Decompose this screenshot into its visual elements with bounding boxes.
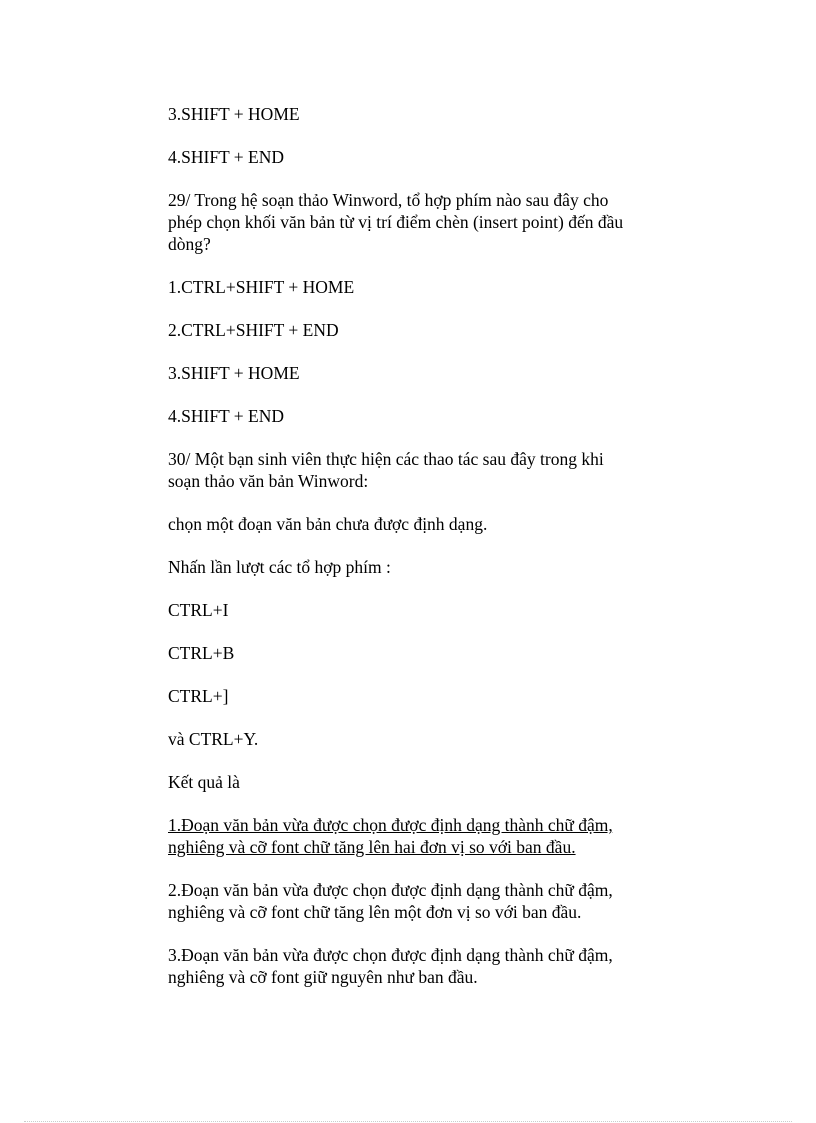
option-line bbox=[168, 405, 668, 427]
option-line bbox=[168, 146, 668, 168]
option-line bbox=[168, 103, 668, 125]
text-line: chọn một đoạn văn bản chưa được định dạng. bbox=[168, 514, 488, 534]
result-heading bbox=[168, 771, 668, 793]
shortcut-line bbox=[168, 642, 668, 664]
text-line: CTRL+] bbox=[168, 686, 229, 706]
instruction-line bbox=[168, 556, 668, 578]
shortcut-line bbox=[168, 599, 668, 621]
text-line: và CTRL+Y. bbox=[168, 729, 259, 749]
text-line: 4.SHIFT + END bbox=[168, 406, 285, 426]
text-line: nghiêng và cỡ font chữ tăng lên hai đơn vị so với ban đầu. bbox=[168, 837, 576, 857]
text-line: 2.Đoạn văn bản vừa được chọn được định dạng thành chữ đậm, bbox=[168, 880, 613, 900]
text-line: 30/ Một bạn sinh viên thực hiện các thao tác sau đây trong khi bbox=[168, 449, 604, 469]
text-line: dòng? bbox=[168, 234, 211, 254]
text-line: 2.CTRL+SHIFT + END bbox=[168, 320, 339, 340]
option-line bbox=[168, 276, 668, 298]
instruction-line bbox=[168, 513, 668, 535]
text-line: Nhấn lần lượt các tổ hợp phím : bbox=[168, 557, 391, 577]
text-line: 1.Đoạn văn bản vừa được chọn được định dạng thành chữ đậm, bbox=[168, 815, 613, 835]
answer-option bbox=[168, 944, 668, 988]
question-29 bbox=[168, 189, 668, 255]
text-line: 4.SHIFT + END bbox=[168, 147, 285, 167]
answer-option-correct bbox=[168, 814, 668, 858]
option-line bbox=[168, 362, 668, 384]
page-bottom-divider bbox=[24, 1121, 792, 1122]
text-line: 3.SHIFT + HOME bbox=[168, 363, 300, 383]
answer-option bbox=[168, 879, 668, 923]
text-line: 29/ Trong hệ soạn thảo Winword, tổ hợp phím nào sau đây cho bbox=[168, 190, 609, 210]
text-line: 3.SHIFT + HOME bbox=[168, 104, 300, 124]
text-line: soạn thảo văn bản Winword: bbox=[168, 471, 369, 491]
text-line: CTRL+B bbox=[168, 643, 235, 663]
shortcut-line bbox=[168, 685, 668, 707]
text-line: nghiêng và cỡ font giữ nguyên như ban đầu. bbox=[168, 967, 478, 987]
text-line: 3.Đoạn văn bản vừa được chọn được định dạng thành chữ đậm, bbox=[168, 945, 613, 965]
text-line: CTRL+I bbox=[168, 600, 229, 620]
text-line: 1.CTRL+SHIFT + HOME bbox=[168, 277, 355, 297]
text-line: Kết quả là bbox=[168, 772, 240, 792]
document-body bbox=[168, 103, 668, 1009]
shortcut-line bbox=[168, 728, 668, 750]
option-line bbox=[168, 319, 668, 341]
text-line: phép chọn khối văn bản từ vị trí điểm chèn (insert point) đến đầu bbox=[168, 212, 624, 232]
text-line: nghiêng và cỡ font chữ tăng lên một đơn vị so với ban đầu. bbox=[168, 902, 582, 922]
question-30 bbox=[168, 448, 668, 492]
